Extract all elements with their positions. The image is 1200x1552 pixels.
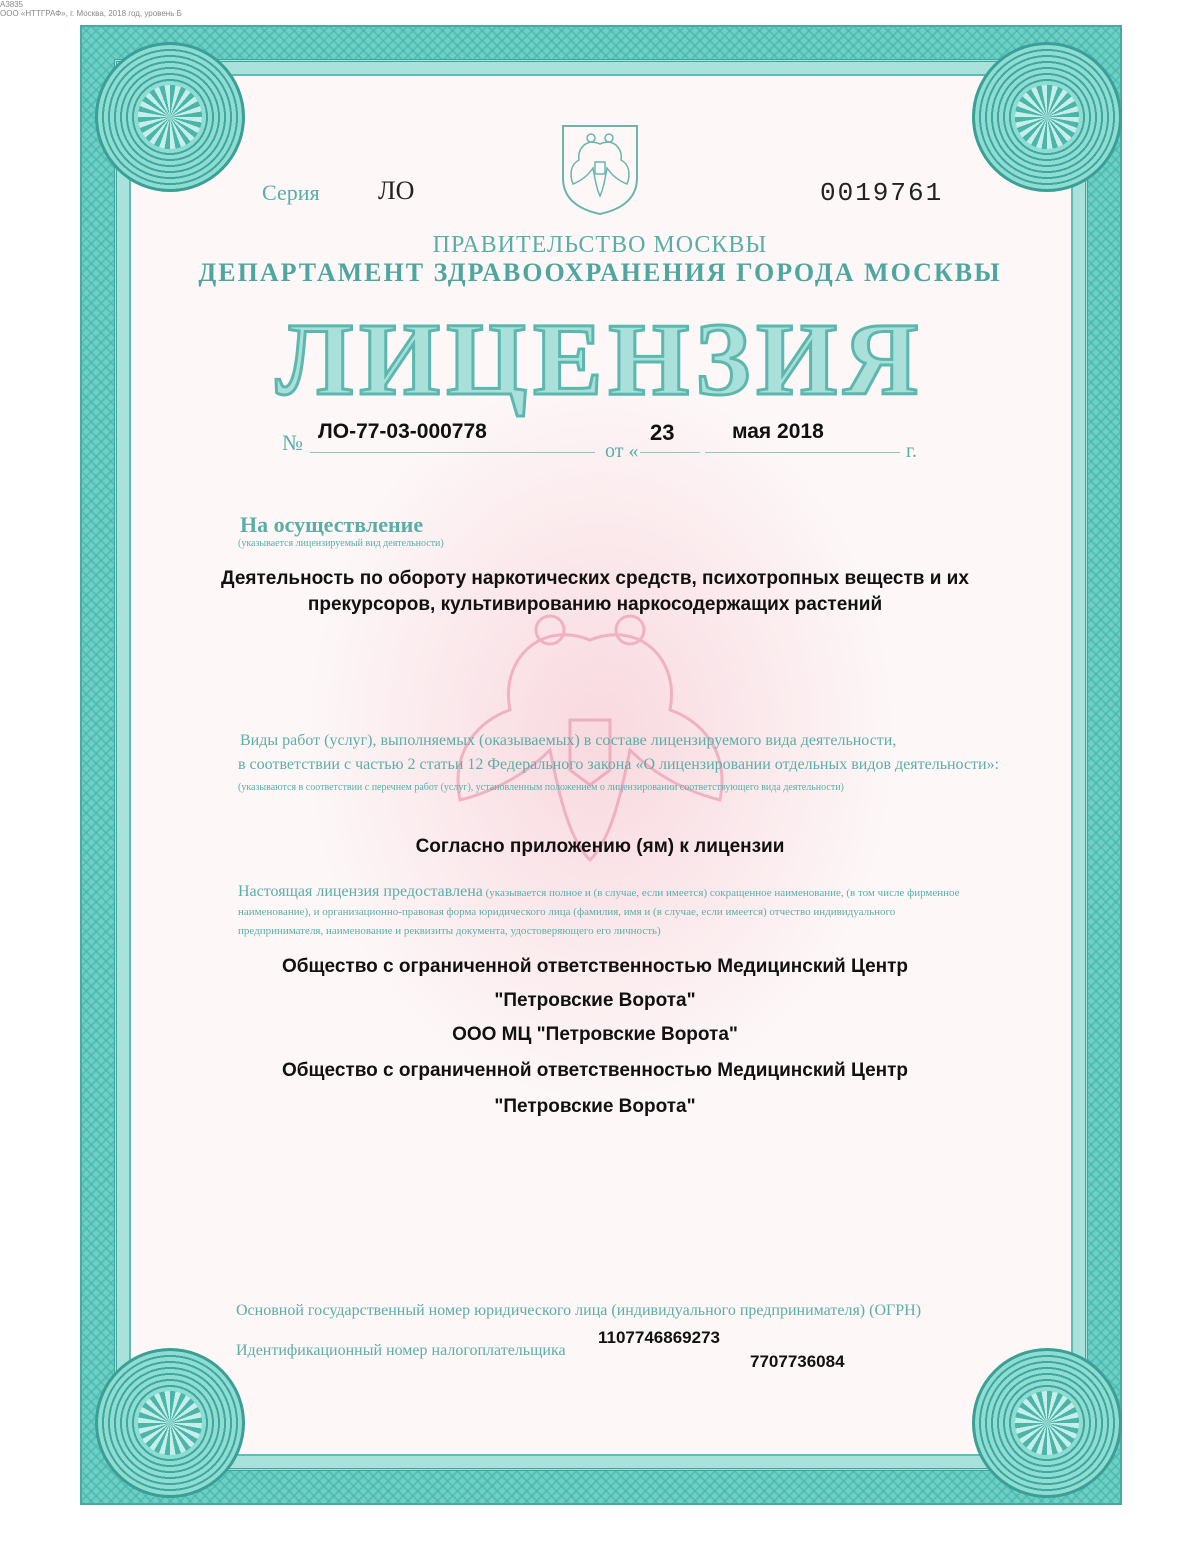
footer-printer: ООО «НТТГРАФ», г. Москва, 2018 год, уровень Б bbox=[0, 9, 182, 18]
license-month-year: мая 2018 bbox=[732, 420, 824, 443]
org-short-name: ООО МЦ "Петровские Ворота" bbox=[452, 1024, 738, 1045]
ogrn-label: Основной государственный номер юридического лица (индивидуального предпринимателя) (ОГРН) bbox=[236, 1302, 922, 1319]
granted-to-label bbox=[238, 882, 983, 941]
org-full-name-line-1: Общество с ограниченной ответственностью Медицинский Центр bbox=[281, 956, 909, 977]
form-number: 0019761 bbox=[820, 178, 944, 208]
org-firm-name-line-1: Общество с ограниченной ответственностью Медицинский Центр bbox=[281, 1060, 909, 1081]
corner-rosette-top-right bbox=[972, 42, 1122, 192]
inn-label: Идентификационный номер налогоплательщика bbox=[236, 1342, 566, 1359]
year-suffix: г. bbox=[906, 440, 917, 462]
series-value: ЛО bbox=[378, 176, 415, 205]
works-line-1: Виды работ (услуг), выполняемых (оказываемых) в составе лицензируемого вида деятельности, bbox=[240, 732, 897, 749]
works-line-2: в соответствии с частью 2 статьи 12 Федерального закона «О лицензировании отдельных видов деятельности»: bbox=[238, 756, 1000, 773]
corner-rosette-top-left bbox=[95, 42, 245, 192]
document-title: ЛИЦЕНЗИЯ bbox=[275, 302, 925, 417]
activity-heading: На осуществление bbox=[240, 512, 424, 537]
day-line bbox=[640, 452, 700, 453]
license-day: 23 bbox=[650, 420, 675, 445]
license-number-label: № bbox=[282, 430, 303, 455]
month-line bbox=[705, 452, 900, 453]
granted-note: (указывается полное и (в случае, если имеется) сокращенное наименование, (в том числе фирменное наименование), и организационно-правовая форма юридического лица (фамилия, имя и (в случае, если имеется) отчество индивидуального предпринимателя, наименование и реквизиты документа, удостоверяющего его личность) bbox=[238, 887, 960, 937]
inn-value: 7707736084 bbox=[750, 1352, 845, 1371]
ogrn-value: 1107746869273 bbox=[598, 1328, 720, 1347]
issuer-department: ДЕПАРТАМЕНТ ЗДРАВООХРАНЕНИЯ ГОРОДА МОСКВЫ bbox=[198, 258, 1002, 287]
series-label: Серия bbox=[262, 180, 320, 205]
works-value: Согласно приложению (ям) к лицензии bbox=[415, 836, 785, 857]
org-full-name-line-2: "Петровские Ворота" bbox=[494, 990, 696, 1011]
granted-lead: Настоящая лицензия предоставлена bbox=[238, 883, 483, 900]
org-firm-name-line-2: "Петровские Ворота" bbox=[494, 1096, 696, 1117]
license-number-line bbox=[310, 452, 595, 453]
coat-of-arms-icon bbox=[555, 118, 645, 218]
activity-text: Деятельность по обороту наркотических средств, психотропных веществ и их прекурсоров, культивированию наркосодержащих растений bbox=[221, 568, 969, 615]
issuer-government: ПРАВИТЕЛЬСТВО МОСКВЫ bbox=[432, 232, 768, 258]
works-note: (указываются в соответствии с перечнем работ (услуг), установленным положением о лицензировании соответствующего вида деятельности) bbox=[238, 782, 844, 793]
activity-note: (указывается лицензируемый вид деятельности) bbox=[238, 538, 444, 549]
date-from-label: от « bbox=[605, 440, 639, 462]
footer-code: А3835 bbox=[0, 0, 24, 9]
corner-rosette-bottom-left bbox=[95, 1348, 245, 1498]
license-number: ЛО-77-03-000778 bbox=[318, 420, 487, 443]
corner-rosette-bottom-right bbox=[972, 1348, 1122, 1498]
